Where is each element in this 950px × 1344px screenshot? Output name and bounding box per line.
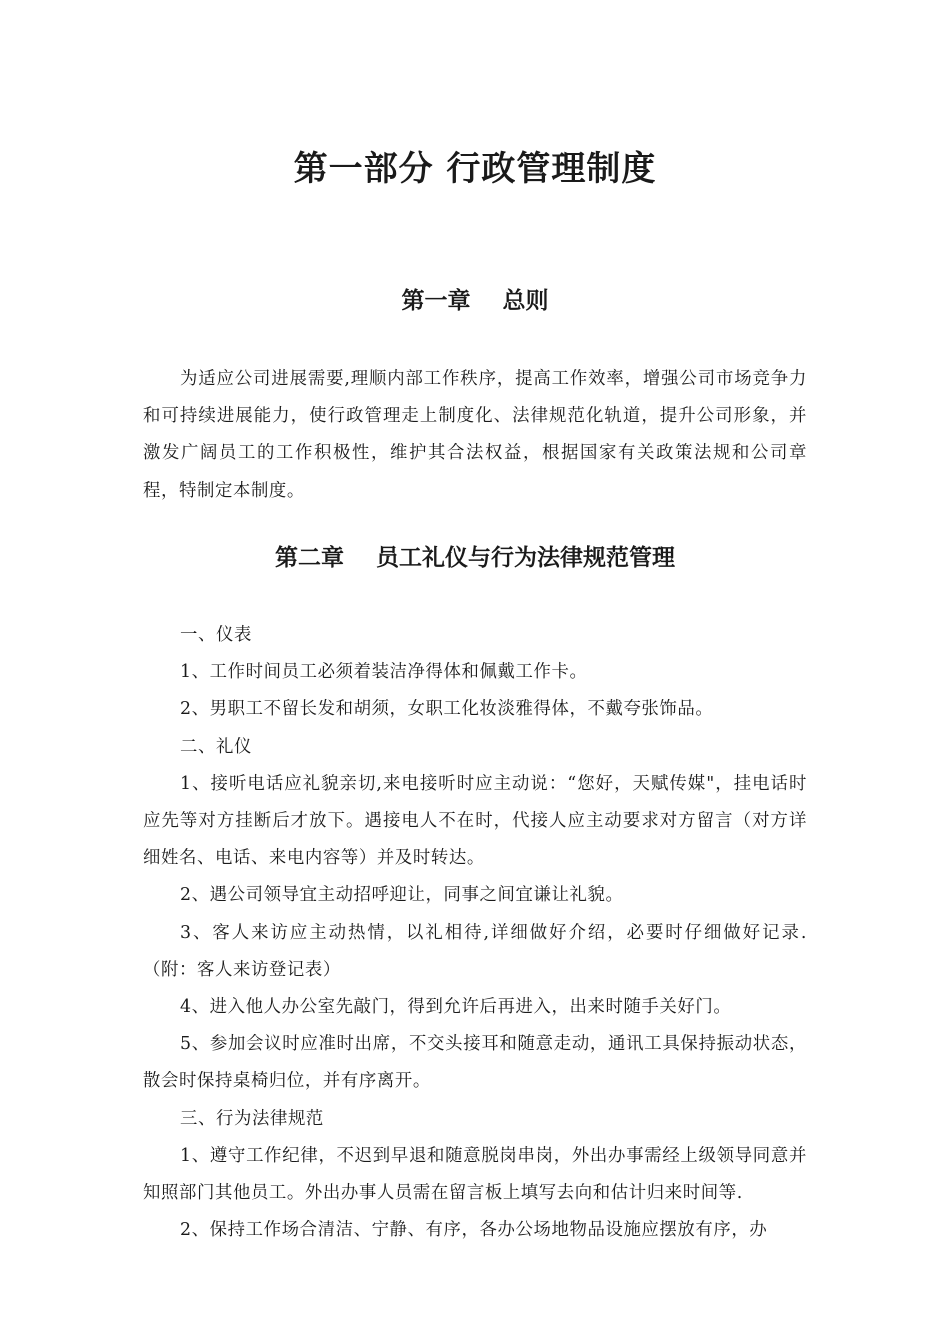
chapter-1-title: 第一章 总则: [401, 288, 549, 314]
chapter-1-paragraph: 为适应公司进展需要,理顺内部工作秩序，提高工作效率，增强公司市场竞争力和可持续进展能力，使行政管理走上制度化、法律规范化轨道，提升公司形象，并激发广阔员工的工作积极性，维护其合法权益，根据国家有关政策法规和公司章程，特制定本制度。: [143, 369, 807, 501]
list-item: 2、保持工作场合清洁、宁静、有序，各办公场地物品设施应摆放有序，办: [180, 1220, 768, 1241]
section-heading-appearance: 一、仪表: [180, 625, 252, 645]
list-item: 3、客人来访应主动热情，以礼相待,详细做好介绍，必要时仔细做好记录.（附：客人来访登记表）: [143, 922, 807, 980]
list-item: 1、接听电话应礼貌亲切,来电接听时应主动说：“您好，天赋传媒"，挂电话时应先等对方挂断后才放下。遇接电人不在时，代接人应主动要求对方留言（对方详细姓名、电话、来电内容等）并及时转达。: [143, 773, 807, 869]
list-item: 5、参加会议时应准时出席，不交头接耳和随意走动，通讯工具保持振动状态，散会时保持桌椅归位，并有序离开。: [143, 1034, 807, 1092]
list-item: 2、遇公司领导宜主动招呼迎让，同事之间宜谦让礼貌。: [180, 885, 624, 906]
chapter-2-body: [143, 617, 807, 1249]
list-item: 1、工作时间员工必须着装洁净得体和佩戴工作卡。: [180, 662, 588, 683]
section-heading-etiquette: 二、礼仪: [180, 736, 252, 757]
section-heading-conduct: 三、行为法律规范: [180, 1108, 324, 1129]
list-item: 2、男职工不留长发和胡须，女职工化妆淡雅得体，不戴夸张饰品。: [180, 699, 714, 720]
list-item: 4、进入他人办公室先敲门，得到允许后再进入，出来时随手关好门。: [180, 997, 732, 1018]
list-item: 1、遵守工作纪律，不迟到早退和随意脱岗串岗，外出办事需经上级领导同意并知照部门其他员工。外出办事人员需在留言板上填写去向和估计归来时间等.: [143, 1145, 807, 1204]
part-title: 第一部分 行政管理制度: [293, 149, 657, 189]
chapter-2-title: 第二章 员工礼仪与行为法律规范管理: [274, 545, 676, 571]
